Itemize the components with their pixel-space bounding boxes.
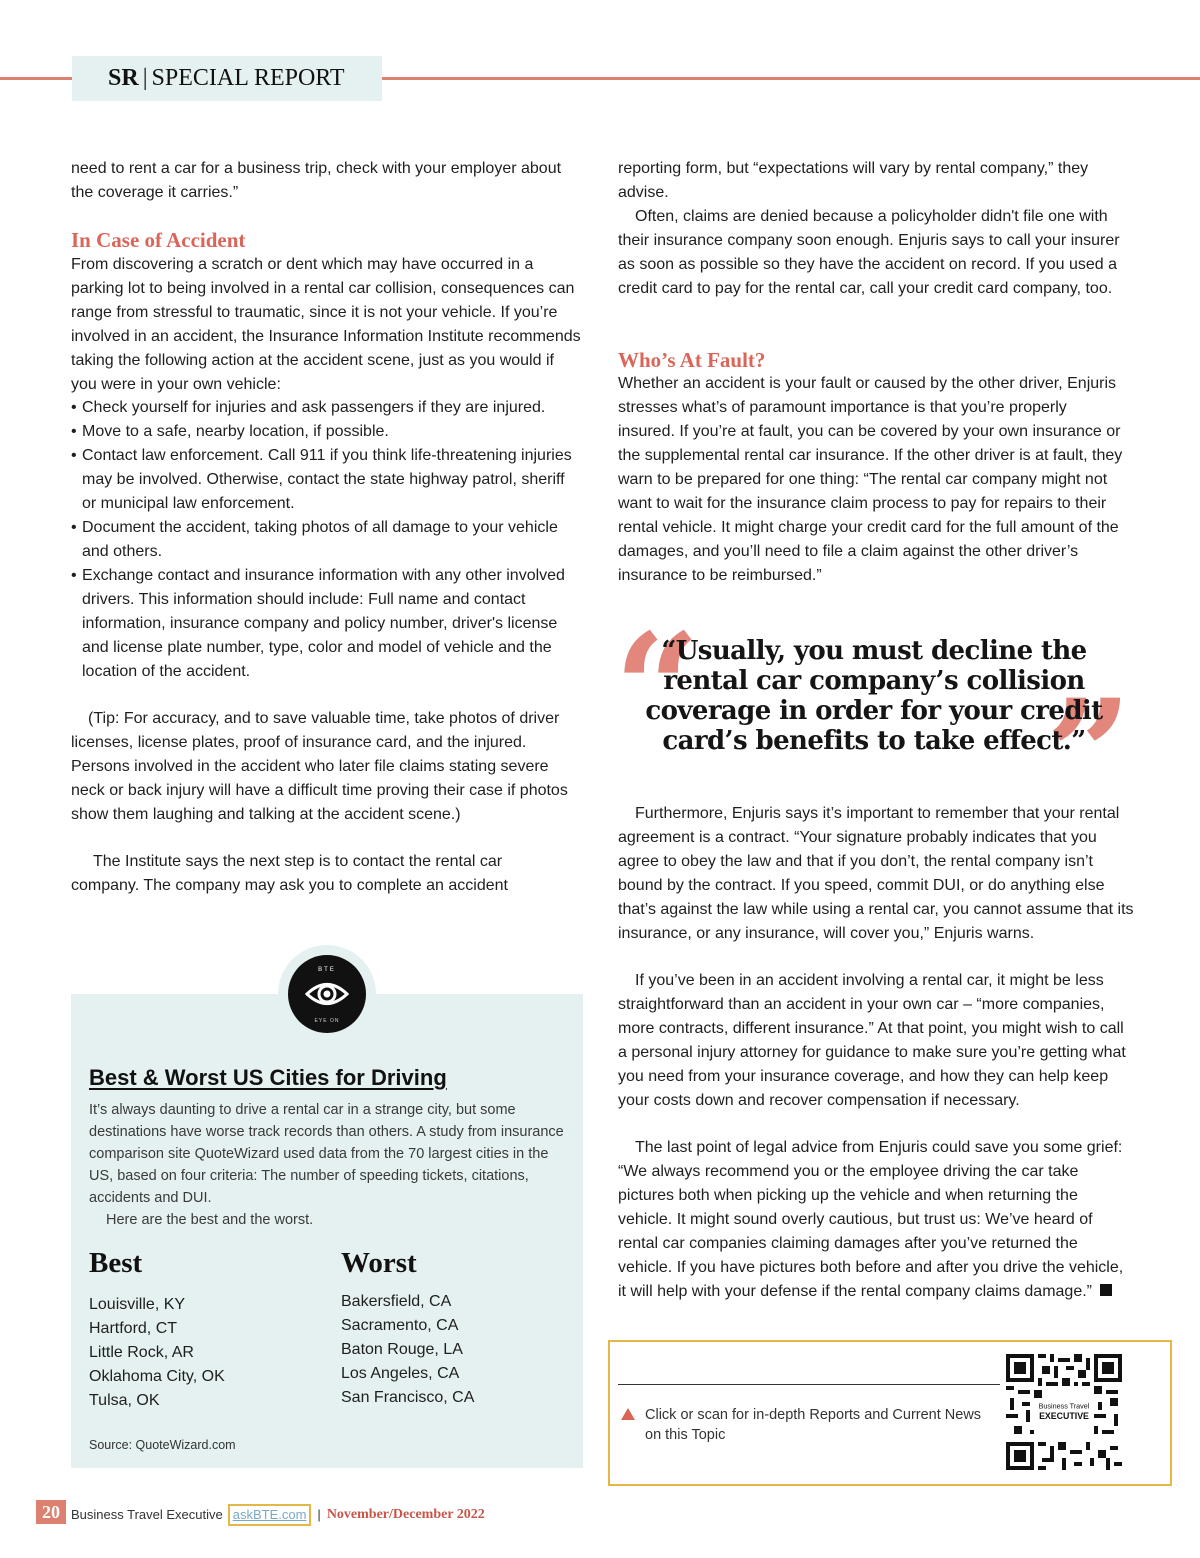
list-item: Los Angeles, CA [341,1365,460,1382]
section-abbr: SR [108,65,139,91]
best-cities-list [89,1293,225,1413]
list-item: Little Rock, AR [89,1344,194,1361]
section-header [72,56,382,101]
qr-code-icon[interactable] [1006,1354,1122,1470]
left-paragraph-2: From discovering a scratch or dent which may have occurred in a parking lot to being involved in a rental car collision, consequences can range from stressful to traumatic, since it is not your vehicle. If you’re involved in an accident, the Insurance Information Institute recommends taking the following action at the accident scene, just as you would if you were in your own vehicle: [71,256,581,393]
footer-divider: | [317,1507,321,1522]
section-title: SPECIAL REPORT [151,65,345,91]
list-item: San Francisco, CA [341,1389,475,1406]
issue-date: November/December 2022 [326,1507,485,1522]
eye-icon [305,979,349,1009]
list-item: Bakersfield, CA [341,1293,452,1310]
section-divider: | [142,65,148,91]
publication-name: Business Travel Executive [71,1507,223,1522]
qr-callout-rule [618,1384,1000,1385]
sidebar-intro-text: It’s always daunting to drive a rental car in a strange city, but some destinations have worse track records than others. A study from insurance comparison site QuoteWizard used data from the 70 largest cities in the US, based on four criteria: The number of speeding tickets, citations, accidents and DUI. [89,1102,564,1206]
sidebar-intro [89,1099,571,1231]
list-item: Louisville, KY [89,1296,186,1313]
triangle-up-icon [621,1408,635,1420]
eye-on-badge [288,955,366,1033]
tip-paragraph: (Tip: For accuracy, and to save valuable time, take photos of driver licenses, license plates, proof of insurance card, and the injured. Persons involved in the accident who later file claims stating severe neck or back injury will have a difficult time proving their case if photos show them laughing and talking at the accident scene.) [71,710,568,823]
right-paragraph-1: reporting form, but “expectations will vary by rental company,” they advise. [618,160,1089,201]
open-quote-mark: “ [614,601,701,777]
list-item: Tulsa, OK [89,1392,160,1409]
right-paragraph-6-text: The last point of legal advice from Enjuris could save you some grief: “We always recommend you or the employee driving the car take pictures both when picking up the vehicle and when returning the vehicle. It might sound overly cautious, but trust us: We’ve heard of rental car companies claiming damages after you’ve returned the vehicle. If you have pictures both before and after you drive the vehicle, it will help with your defense if the rental company claims damage.” [618,1139,1124,1300]
close-quote-mark: ” [1045,667,1132,843]
header-rule-right [382,77,1200,80]
end-mark-icon [1100,1284,1112,1296]
list-item: Baton Rouge, LA [341,1341,463,1358]
badge-bottom-label: EYE ON [314,1018,340,1024]
left-paragraph-3: The Institute says the next step is to contact the rental car company. The company may ask you to complete an accident [71,853,508,894]
list-item: Sacramento, CA [341,1317,459,1334]
badge-top-label: BTE [318,967,336,973]
right-paragraph-4: Furthermore, Enjuris says it’s important to remember that your rental agreement is a contract. “Your signature probably indicates that you agree to obey the law and that if you don’t, the rental company isn’t bound by the contract. If you speed, commit DUI, or do anything else that’s against the law while using a rental car, you cannot assume that its insurance, or any insurance, will cover you,” Enjuris warns. [618,805,1134,942]
right-paragraph-2: Often, claims are denied because a policyholder didn't file one with their insurance company soon enough. Enjuris says to call your insurer as soon as possible so they have the accident on record. If you used a credit card to pay for the rental car, call your credit card company, too. [618,208,1120,297]
list-item: • Contact law enforcement. Call 911 if you think life-threatening injuries may be involved. Otherwise, contact the state highway patrol, sheriff or municipal law enforcement. [71,444,583,516]
list-item: • Check yourself for injuries and ask passengers if they are injured. [71,396,583,420]
sidebar-intro-2: Here are the best and the worst. [106,1212,314,1228]
list-item: Oklahoma City, OK [89,1368,225,1385]
heading-in-case-of-accident: In Case of Accident [71,228,246,252]
list-item: • Move to a safe, nearby location, if possible. [71,420,583,444]
sidebar-title: Best & Worst US Cities for Driving [89,1065,447,1090]
right-paragraph-6 [618,1136,1132,1304]
footer [71,1504,485,1526]
left-paragraph-1: need to rent a car for a business trip, check with your employer about the coverage it carries.” [71,160,562,201]
askbte-link[interactable]: askBTE.com [228,1504,312,1526]
worst-cities-list [341,1290,474,1410]
qr-logo-line-2: EXECUTIVE [1039,1410,1089,1421]
right-paragraph-3: Whether an accident is your fault or caused by the other driver, Enjuris stresses what’s of paramount importance is that you’re properly insured. If you’re at fault, you can be covered by your own insurance or the supplemental rental car insurance. If the other driver is at fault, they warn to be prepared for one thing: “The rental car company might not want to wait for the insurance claim process to pay for repairs to their rental vehicle. It might charge your credit card for the full amount of the damages, and you’ll need to file a claim against the other driver’s insurance to be reimbursed.” [618,375,1123,584]
source-credit: Source: QuoteWizard.com [89,1438,236,1452]
worst-heading: Worst [341,1247,417,1279]
right-paragraph-5: If you’ve been in an accident involving a rental car, it might be less straightforward than an accident in your own car – “more companies, more contracts, different insurance.” At that point, you might wish to call a personal injury attorney for guidance to make sure you’re getting what you need from your insurance coverage, and how they can help keep your costs down and recover compensation if necessary. [618,972,1126,1109]
header-rule-left [0,77,72,80]
list-item: Hartford, CT [89,1320,178,1337]
list-item: • Exchange contact and insurance information with any other involved drivers. This information should include: Full name and contact information, insurance company and policy number, driver's license and license plate number, type, color and model of vehicle and the location of the accident. [71,564,583,684]
qr-logo-line-1: Business Travel [1038,1401,1090,1411]
pull-quote-text: “Usually, you must decline the rental car company’s collision coverage in order for your credit card’s benefits to take effect.” [645,636,1103,756]
qr-callout-text[interactable]: Click or scan for in-depth Reports and Current News on this Topic [645,1407,982,1443]
page-number: 20 [36,1500,66,1524]
heading-whos-at-fault: Who’s At Fault? [618,348,766,372]
best-heading: Best [89,1247,143,1279]
accident-steps-list [71,396,583,684]
pull-quote [614,601,1132,843]
list-item: • Document the accident, taking photos of all damage to your vehicle and others. [71,516,583,564]
